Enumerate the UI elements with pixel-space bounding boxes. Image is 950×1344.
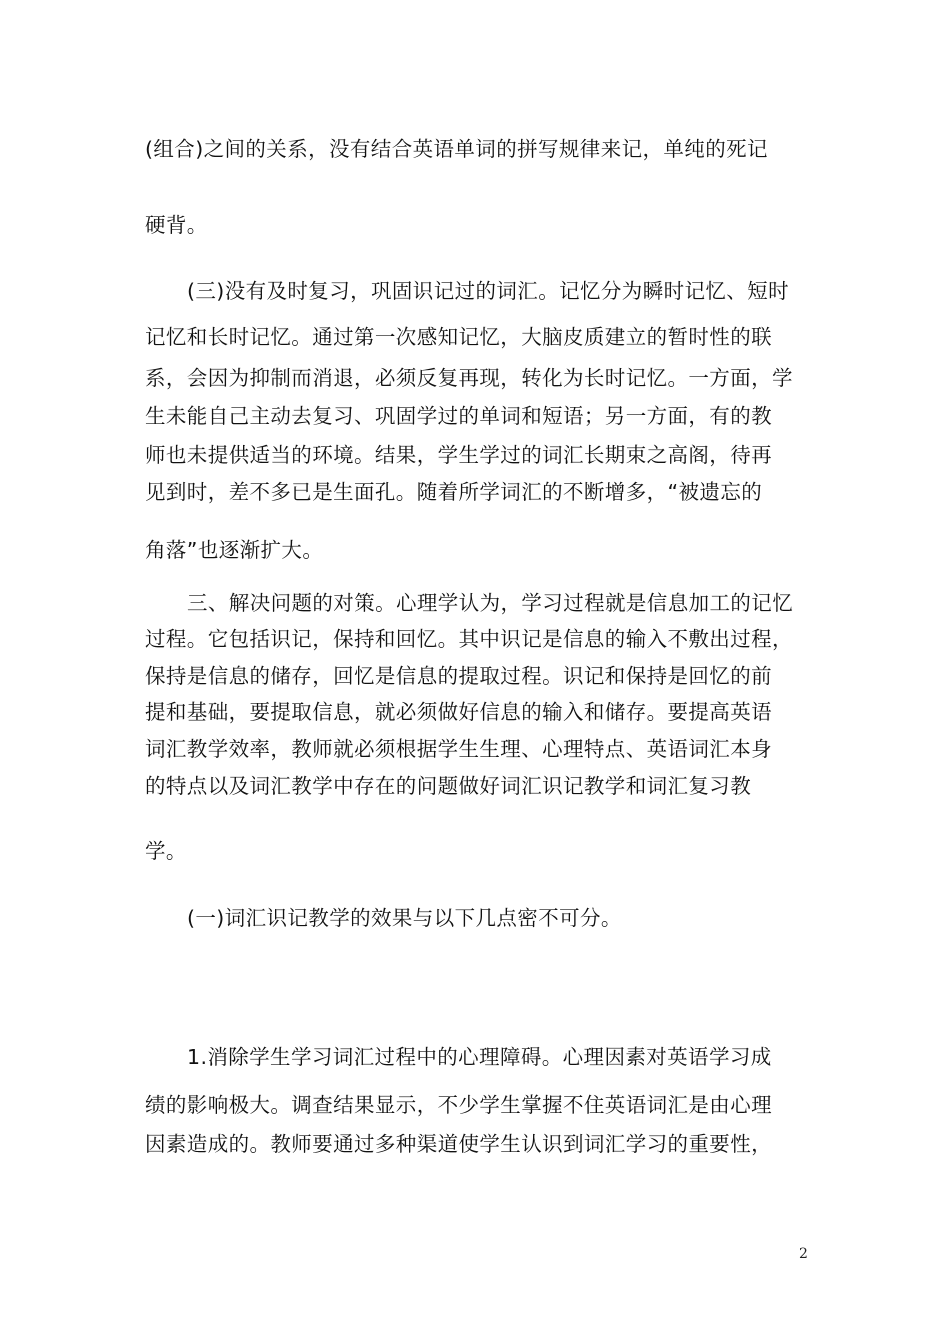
page-number: 2 xyxy=(799,1246,808,1262)
text-line: 绩的影响极大。调查结果显示，不少学生掌握不住英语词汇是由心理 xyxy=(145,1093,772,1117)
text-line: 记忆和长时记忆。通过第一次感知记忆，大脑皮质建立的暂时性的联 xyxy=(145,325,772,349)
text-line: 词汇教学效率，教师就必须根据学生生理、心理特点、英语词汇本身 xyxy=(145,737,772,761)
text-line: 师也未提供适当的环境。结果，学生学过的词汇长期束之高阁，待再 xyxy=(145,443,772,467)
text-line: 因素造成的。教师要通过多种渠道使学生认识到词汇学习的重要性， xyxy=(145,1132,772,1156)
text-line: 保持是信息的储存，回忆是信息的提取过程。识记和保持是回忆的前 xyxy=(145,664,772,688)
text-line: 硬背。 xyxy=(145,213,208,237)
text-line: 系，会因为抑制而消退，必须反复再现，转化为长时记忆。一方面，学 xyxy=(145,366,793,390)
text-line: 生未能自己主动去复习、巩固学过的单词和短语；另一方面，有的教 xyxy=(145,404,772,428)
text-line: 过程。它包括识记，保持和回忆。其中识记是信息的输入不敷出过程， xyxy=(145,627,793,651)
text-line: 学。 xyxy=(145,839,187,863)
text-line: 1.消除学生学习词汇过程中的心理障碍。心理因素对英语学习成 xyxy=(187,1045,772,1069)
text-line: 的特点以及词汇教学中存在的问题做好词汇识记教学和词汇复习教 xyxy=(145,774,752,798)
text-line: 见到时，差不多已是生面孔。随着所学词汇的不断增多，“被遗忘的 xyxy=(145,480,763,504)
text-line: (组合)之间的关系，没有结合英语单词的拼写规律来记，单纯的死记 xyxy=(145,137,768,161)
text-line: 角落”也逐渐扩大。 xyxy=(145,538,324,562)
text-line: (三)没有及时复习，巩固识记过的词汇。记忆分为瞬时记忆、短时 xyxy=(187,279,789,303)
text-line: 三、解决问题的对策。心理学认为，学习过程就是信息加工的记忆 xyxy=(187,591,794,615)
text-line: (一)词汇识记教学的效果与以下几点密不可分。 xyxy=(187,906,622,930)
text-line: 提和基础，要提取信息，就必须做好信息的输入和储存。要提高英语 xyxy=(145,700,772,724)
